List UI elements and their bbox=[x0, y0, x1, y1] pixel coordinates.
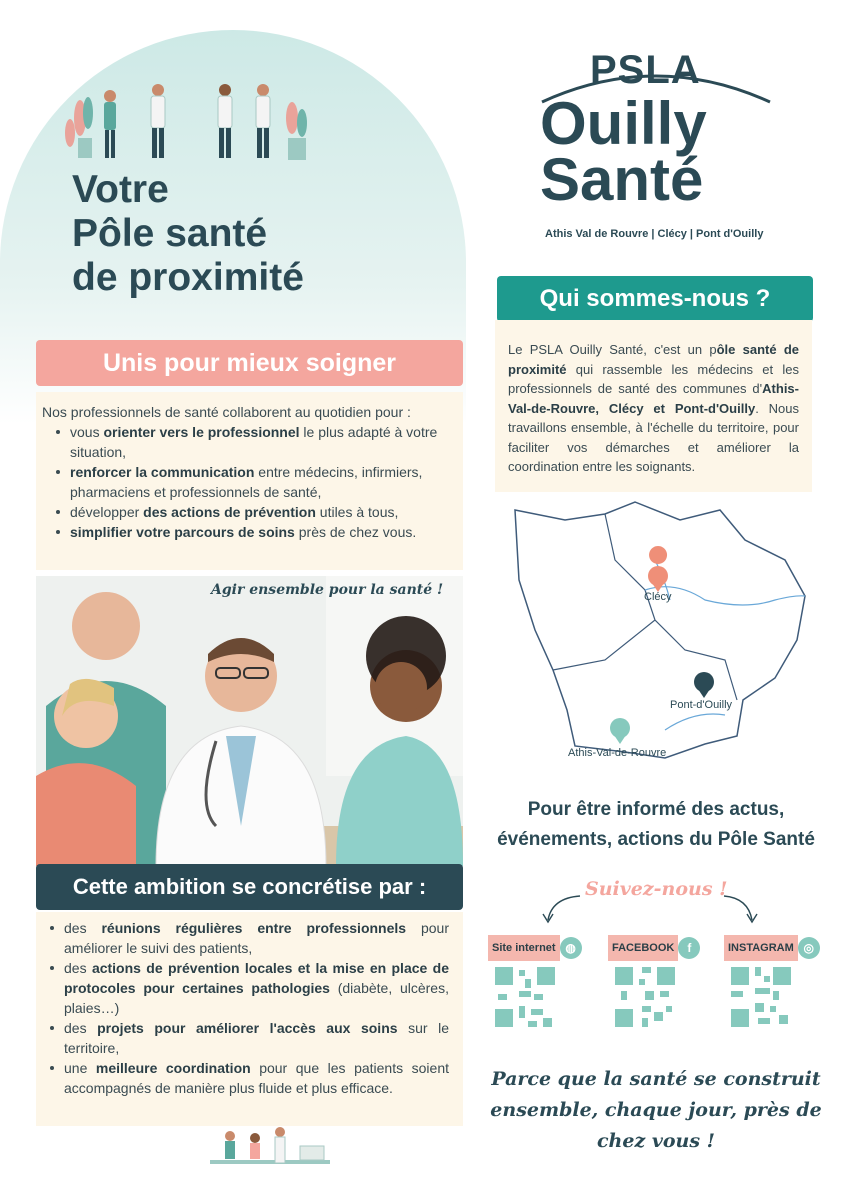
instagram-label[interactable]: INSTAGRAM bbox=[724, 935, 798, 961]
list-item: renforcer la communication entre médecins, infirmiers, pharmaciens et professionnels de santé, bbox=[42, 462, 449, 502]
waiting-room-illustration bbox=[200, 1122, 340, 1172]
list-item: développer des actions de prévention utiles à tous, bbox=[42, 502, 449, 522]
territory-map bbox=[505, 500, 825, 770]
healthcare-staff-illustration bbox=[60, 78, 320, 164]
hero-title-line-1: Votre bbox=[72, 168, 169, 211]
logo-line-2: Santé bbox=[540, 146, 704, 213]
website-label[interactable]: Site internet bbox=[488, 935, 560, 961]
facebook-label[interactable]: FACEBOOK bbox=[608, 935, 678, 961]
facebook-qr-code[interactable] bbox=[612, 964, 678, 1030]
list-item: des actions de prévention locales et la mise en place de protocoles pour certaines pathologies (diabète, ulcères, plaies…) bbox=[36, 958, 449, 1018]
team-photo-illustration bbox=[36, 576, 463, 866]
instagram-qr-block[interactable] bbox=[724, 935, 820, 961]
list-item: des réunions régulières entre professionnels pour améliorer le suivi des patients, bbox=[36, 918, 449, 958]
logo-psla: PSLA bbox=[590, 48, 701, 92]
map-label-pont-douilly: Pont-d'Ouilly bbox=[670, 699, 733, 711]
closing-tagline: Parce que la santé se construit ensemble, chaque jour, près de chez vous ! bbox=[490, 1068, 822, 1152]
instagram-qr-code[interactable] bbox=[728, 964, 794, 1030]
map-label-athis: Athis-Val-de-Rouvre bbox=[568, 747, 667, 759]
list-item: des projets pour améliorer l'accès aux soins sur le territoire, bbox=[36, 1018, 449, 1058]
section-ambition-panel bbox=[36, 912, 463, 1126]
section-unis-list bbox=[42, 422, 449, 542]
logo-wordmark bbox=[540, 90, 707, 213]
section-ambition-list bbox=[36, 918, 449, 1098]
section-ambition-title: Cette ambition se concrétise par : bbox=[36, 864, 463, 910]
section-unis-panel bbox=[36, 392, 463, 570]
hero-title-line-2: Pôle santé bbox=[72, 212, 268, 255]
hero-title bbox=[72, 168, 304, 300]
globe-icon: ◍ bbox=[560, 937, 582, 959]
logo-towns: Athis Val de Rouvre | Clécy | Pont d'Ouilly bbox=[545, 228, 764, 240]
list-item: une meilleure coordination pour que les patients soient accompagnés de manière plus fluide et plus efficace. bbox=[36, 1058, 449, 1098]
photo-caption: Agir ensemble pour la santé ! bbox=[211, 582, 444, 598]
map-label-clecy: Clécy bbox=[644, 591, 672, 603]
instagram-icon: ◎ bbox=[798, 937, 820, 959]
facebook-icon: f bbox=[678, 937, 700, 959]
follow-us-label: Suivez-nous ! bbox=[585, 878, 728, 900]
list-item: vous orienter vers le professionnel le plus adapté à votre situation, bbox=[42, 422, 449, 462]
about-title: Qui sommes-nous ? bbox=[497, 276, 813, 322]
website-qr-block[interactable] bbox=[488, 935, 582, 961]
team-photo bbox=[36, 576, 463, 866]
logo-line-1: Ouilly bbox=[540, 90, 707, 157]
facebook-qr-block[interactable] bbox=[608, 935, 700, 961]
social-intro: Pour être informé des actus, événements, actions du Pôle Santé bbox=[497, 799, 815, 850]
list-item: simplifier votre parcours de soins près de chez vous. bbox=[42, 522, 449, 542]
website-qr-code[interactable] bbox=[492, 964, 558, 1030]
map-pin-pont-douilly bbox=[694, 672, 714, 698]
section-unis-intro: Nos professionnels de santé collaborent au quotidien pour : bbox=[42, 404, 411, 420]
about-panel: Le PSLA Ouilly Santé, c'est un pôle santé de proximité qui rassemble les médecins et les professionnels de santé des communes d'Athis-Val-de-Rouvre, Clécy et Pont-d'Ouilly. Nous travaillons ensemble, à l'échelle du territoire, pour faciliter vos démarches et améliorer la coordination entre les soignants. bbox=[495, 320, 812, 492]
follow-arrows bbox=[540, 892, 780, 926]
section-unis-title: Unis pour mieux soigner bbox=[36, 340, 463, 386]
map-pin-athis bbox=[610, 718, 630, 744]
hero-title-line-3: de proximité bbox=[72, 256, 304, 299]
